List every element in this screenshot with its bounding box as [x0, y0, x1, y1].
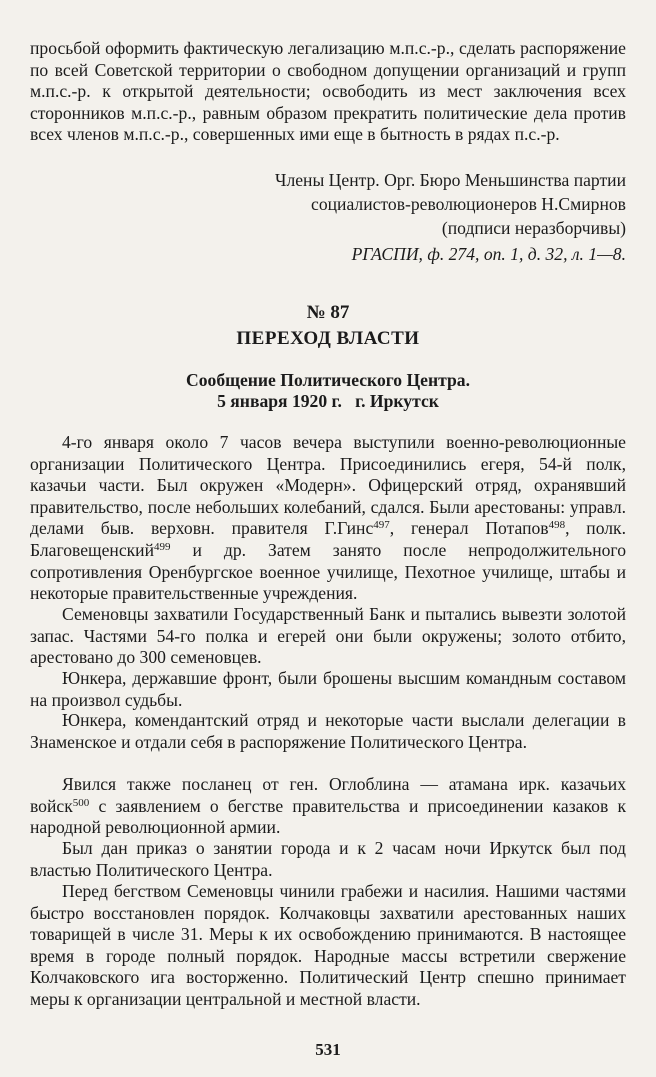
footnote-497: 497 — [373, 519, 390, 532]
signature-line-3: (подписи неразборчивы) — [441, 218, 626, 238]
body-paragraph-3-block — [30, 668, 626, 711]
footnote-498: 498 — [548, 519, 566, 532]
signature-block — [30, 168, 626, 240]
body-paragraph-6-block — [30, 838, 626, 881]
signature — [30, 168, 626, 240]
body-paragraph-7-block — [30, 881, 626, 1011]
body-paragraph-1 — [30, 432, 626, 605]
document-subtitle-line-1: Сообщение Политического Центра. — [186, 370, 470, 390]
document-subtitle-block — [30, 370, 626, 412]
signature-line-2: социалистов-революционеров Н.Смирнов — [311, 194, 626, 214]
p1-text-d: и др. Затем занято после непродолжительного сопротивления Оренбургское военное училище, Пехотное училище, штабы и некоторые правительственные учреждения. — [30, 539, 626, 604]
signature-line-1: Члены Центр. Орг. Бюро Меньшинства партии — [275, 170, 626, 190]
page-number: 531 — [315, 1040, 341, 1059]
top-paragraph: просьбой оформить фактическую легализацию м.п.с.-р., сделать распоряжение по всей Советской территории о свободном допущении организаций и групп м.п.с.-р. к открытой деятельности; освободить из мест заключения всех сторонников м.п.с.-р., равным образом прекратить политические дела против всех членов м.п.с.-р., совершенных ими еще в бытность в рядах п.с.-р. — [30, 38, 626, 145]
footnote-500: 500 — [72, 796, 90, 809]
p1-text-a: 4-го января около 7 часов вечера выступили военно-революционные организации Политического Центра. Присоединились егеря, 54-й полк, казачьи части. Был окружен «Модерн». Офицерский отряд, охранявший правительство, после небольших колебаний, сдался. Были арестованы: управл. делами быв. верховн. правителя Г.Гинс — [30, 432, 626, 539]
top-paragraph-block — [30, 38, 626, 146]
body-paragraph-7: Перед бегством Семеновцы чинили грабежи и насилия. Нашими частями быстро восстановлен порядок. Колчаковцы захватили арестованных наших товарищей в числе 31. Меры к их освобождению принимаются. В настоящее время в городе полный порядок. Народные массы встретили свержение Колчаковского ига восторженно. Политический Центр спешно принимает меры к организации центральной и местной власти. — [30, 881, 626, 1009]
source-block — [30, 244, 626, 266]
body-paragraph-3: Юнкера, державшие фронт, были брошены высшим командным составом на произвол судьбы. — [30, 668, 626, 710]
p5-text-b: с заявлением о бегстве правительства и присоединении казаков к народной революционной армии. — [30, 795, 626, 838]
body-paragraph-2: Семеновцы захватили Государственный Банк и пытались вывезти золотой запас. Частями 54-го полка и егерей они были окружены; золото отбито, арестовано до 300 семеновцев. — [30, 604, 626, 668]
body-paragraph-2-block — [30, 604, 626, 669]
document-title: ПЕРЕХОД ВЛАСТИ — [236, 328, 420, 349]
body-paragraph-5 — [30, 774, 626, 839]
p1-text-c: , полк. Благовещенский — [30, 518, 626, 560]
document-title-block — [30, 328, 626, 350]
body-paragraph-4: Юнкера, комендантский отряд и некоторые части выслали делегации в Знаменское и отдали себя в распоряжение Политического Центра. — [30, 710, 626, 752]
p1-text-b: , генерал Потапов — [389, 518, 549, 539]
body-paragraph-1-block — [30, 432, 626, 605]
body-paragraph-4-block — [30, 710, 626, 753]
document-number: № 87 — [306, 302, 350, 323]
document-subtitle-line-2: 5 января 1920 г. г. Иркутск — [217, 391, 439, 411]
footnote-499: 499 — [154, 540, 171, 553]
document-number-block — [30, 302, 626, 324]
archive-source: РГАСПИ, ф. 274, оп. 1, д. 32, л. 1—8. — [351, 244, 626, 264]
p5-text-a: Явился также посланец от ген. Оглоблина — атамана ирк. казачьих войск — [30, 774, 626, 816]
body-paragraph-5-block — [30, 774, 626, 839]
body-paragraph-6: Был дан приказ о занятии города и к 2 часам ночи Иркутск был под властью Политического Центра. — [30, 838, 626, 880]
